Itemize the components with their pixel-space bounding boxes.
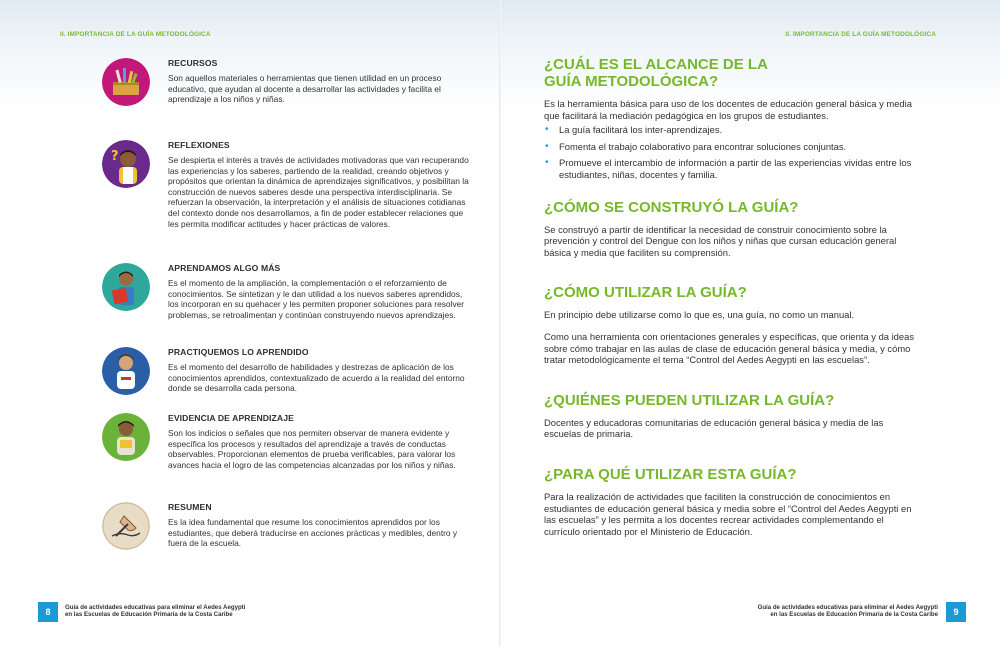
page-number-left: 8 <box>38 602 58 622</box>
right-page-content <box>544 56 916 537</box>
bullet-icon: • <box>545 124 549 136</box>
section-text-utilizar-1: En principio debe utilizarse como lo que es, una guía, no como un manual. <box>544 309 855 321</box>
item-title: APRENDAMOS ALGO MÁS <box>168 263 281 273</box>
item-text: Se despierta el interés a través de actividades motivadoras que van recuperando las experiencias y los saberes, partiendo de la realidad, creando objetivos y propósitos que orientan la dinámica de aprendizajes significativos, y posibilitan la construcción de nuevos saberes desde una perspectiva interdisciplinaria. Se refuerzan la observación, la interpretación y el análisis de situaciones cotidianas del contexto donde nos desarrollamos, a fin de poder establecer relaciones que les permita modificar actitudes y hacer prácticas de valores. <box>168 155 469 229</box>
section-heading-construyo: ¿CÓMO SE CONSTRUYÓ LA GUÍA? <box>544 198 799 216</box>
bullet-list-alcance <box>544 124 916 180</box>
section-text-construyo: Se construyó a partir de identificar la necesidad de construir conocimiento sobre la prevención y control del Dengue con los niños y niñas que cursan educación general básica y media que faciliten su comprensión. <box>544 223 897 258</box>
evidence-child-icon <box>102 413 150 461</box>
item-title: RECURSOS <box>168 58 218 68</box>
thinking-child-icon <box>102 140 150 188</box>
practicing-child-icon <box>102 347 150 395</box>
svg-text:?: ? <box>111 149 119 164</box>
running-head-right: II. IMPORTANCIA DE LA GUÍA METODOLÓGICA <box>785 31 936 38</box>
section-heading-alcance: ¿CUÁL ES EL ALCANCE DE LA GUÍA METODOLÓGICA? <box>544 56 768 90</box>
section-heading-para-que: ¿PARA QUÉ UTILIZAR ESTA GUÍA? <box>544 465 797 483</box>
bullet-icon: • <box>545 140 549 152</box>
page-number-right: 9 <box>946 602 966 622</box>
item-text: Es la idea fundamental que resume los conocimientos aprendidos por los estudiantes, que deberá traducirse en acciones prácticas y medibles, dentro y fuera de la escuela. <box>168 517 458 549</box>
item-text: Son los indicios o señales que nos permiten observar de manera evidente y específica los procesos y resultados del aprendizaje a través de conductas observables. Proporcionan elementos de prueba verificables, para valorar los avances hacia el logro de las competencias alcanzadas por los niños y niñas. <box>168 428 456 470</box>
writing-hand-icon <box>102 502 150 550</box>
section-heading-utilizar: ¿CÓMO UTILIZAR LA GUÍA? <box>544 284 747 302</box>
running-head-left: II. IMPORTANCIA DE LA GUÍA METODOLÓGICA <box>60 31 211 38</box>
bullet-icon: • <box>545 157 549 169</box>
footer-text-right: Guía de actividades educativas para eliminar el Aedes Aegypti en las Escuelas de Educación Primaria de la Costa Caribe <box>757 604 938 619</box>
list-item: • La guía facilitará los inter-aprendizajes. <box>545 124 723 136</box>
item-title: RESUMEN <box>168 502 212 512</box>
section-heading-quienes: ¿QUIÉNES PUEDEN UTILIZAR LA GUÍA? <box>544 391 835 409</box>
section-text-alcance: Es la herramienta básica para uso de los docentes de educación general básica y media que facilitará la mediación pedagógica en los grupos de estudiantes. <box>544 98 912 121</box>
item-title: PRACTIQUEMOS LO APRENDIDO <box>168 347 309 357</box>
item-title: REFLEXIONES <box>168 140 230 150</box>
footer-text-left: Guía de actividades educativas para eliminar el Aedes Aegypti en las Escuelas de Educación Primaria de la Costa Caribe <box>65 604 246 619</box>
list-item: • Promueve el intercambio de información a partir de las experiencias vividas entre los estudiantes, niñas, docentes y familia. <box>545 157 912 180</box>
toolbox-icon <box>102 58 150 106</box>
section-text-para-que: Para la realización de actividades que faciliten la construcción de conocimientos en estudiantes de educación general básica y media sobre el “Control del Aedes Aegypti en las escuelas” y les permita a los docentes recrear actividades complementando el currículo orientado por el Ministerio de Educación. <box>544 490 912 537</box>
item-text: Es el momento de la ampliación, la complementación o el reforzamiento de conocimientos. Se sintetizan y le dan utilidad a los nuevos saberes aprendidos, los incorporan en su quehacer y les permiten proponer soluciones para resolver problemas, se retroalimentan y continúan construyendo nuevos aprendizajes. <box>168 278 465 320</box>
item-title: EVIDENCIA DE APRENDIZAJE <box>168 413 294 423</box>
page-gutter <box>499 0 501 647</box>
item-text: Es el momento del desarrollo de habilidades y destrezas de aplicación de los conocimientos aprendidos, contextualizado de acuerdo a la realidad del entorno donde se desarrolla cada persona. <box>168 362 465 394</box>
section-text-utilizar-2: Como una herramienta con orientaciones generales y específicas, que orienta y da ideas sobre cómo trabajar en las aulas de clase de educación general básica y media, y cómo tratar metodológicamente el tema “Control del Aedes Aegypti en las escuelas”. <box>544 330 915 366</box>
reading-child-icon <box>102 263 150 311</box>
list-item: • Fomenta el trabajo colaborativo para encontrar soluciones conjuntas. <box>545 140 847 152</box>
section-text-quienes: Docentes y educadoras comunitarias de educación general básica y media de las escuelas de primaria. <box>544 416 884 440</box>
item-text: Son aquellos materiales o herramientas que tienen utilidad en un proceso educativo, que ayudan al docente a desarrollar las actividades y facilita el aprendizaje a los niños y niñas. <box>168 73 442 105</box>
